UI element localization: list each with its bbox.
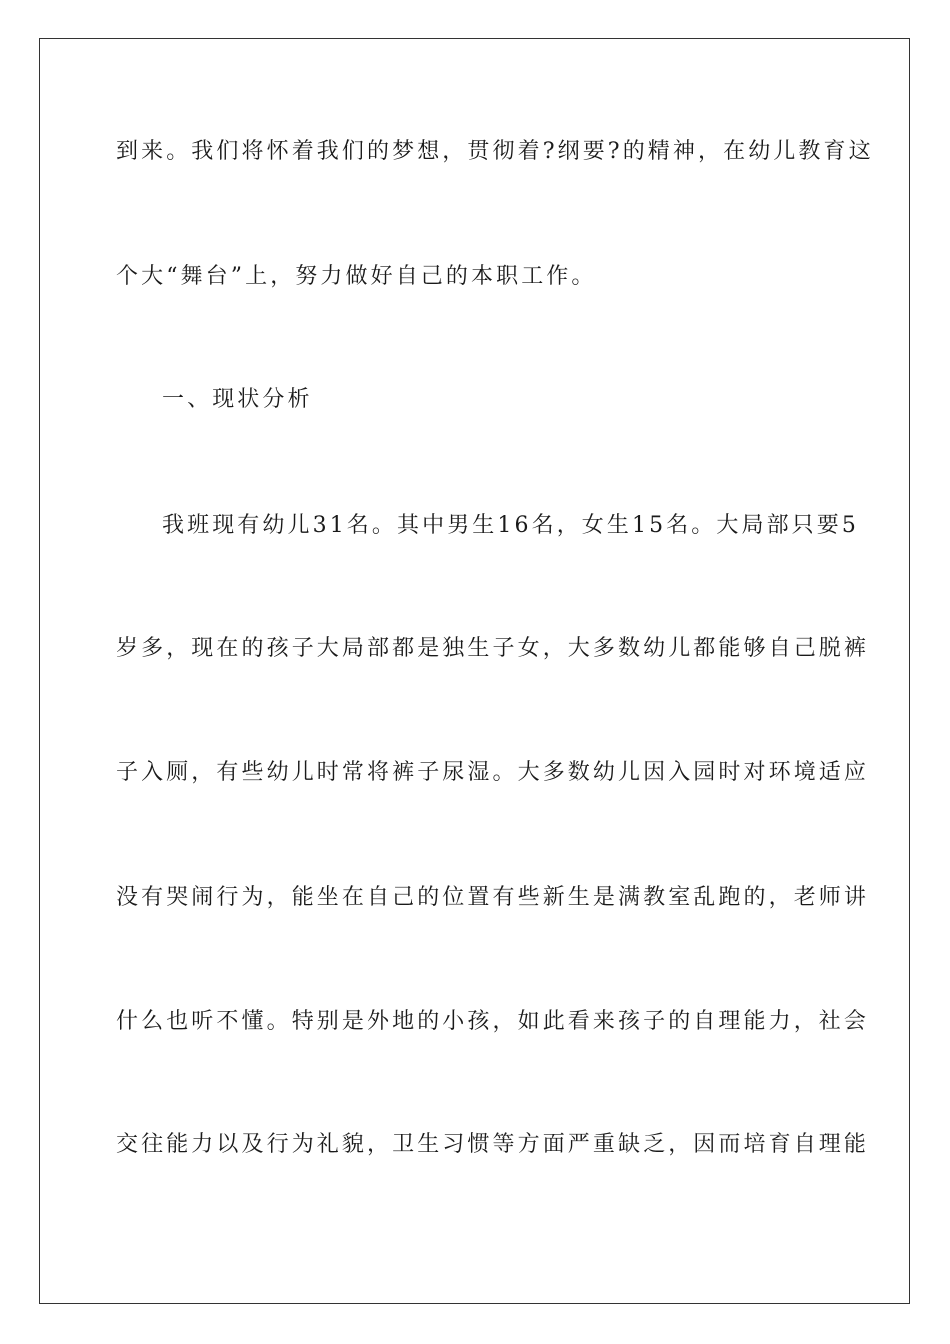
text-line-7: 什么也听不懂。特别是外地的小孩，如此看来孩子的自理能力，社会	[116, 1009, 870, 1034]
text-line-8: 交往能力以及行为礼貌，卫生习惯等方面严重缺乏，因而培育自理能	[116, 1132, 870, 1157]
text-line-4: 岁多，现在的孩子大局部都是独生子女，大多数幼儿都能够自己脱裤	[116, 636, 870, 661]
page-border	[39, 38, 910, 1304]
text-line-5: 子入厕，有些幼儿时常将裤子尿湿。大多数幼儿因入园时对环境适应	[116, 760, 870, 785]
text-line-6: 没有哭闹行为，能坐在自己的位置有些新生是满教室乱跑的，老师讲	[116, 885, 870, 910]
text-line-2: 个大“舞台”上，努力做好自己的本职工作。	[116, 264, 597, 289]
text-line-1: 到来。我们将怀着我们的梦想，贯彻着?纲要?的精神，在幼儿教育这	[116, 139, 874, 164]
section-heading: 一、现状分析	[162, 387, 313, 412]
text-line-3: 我班现有幼儿31名。其中男生16名，女生15名。大局部只要5	[162, 513, 859, 538]
